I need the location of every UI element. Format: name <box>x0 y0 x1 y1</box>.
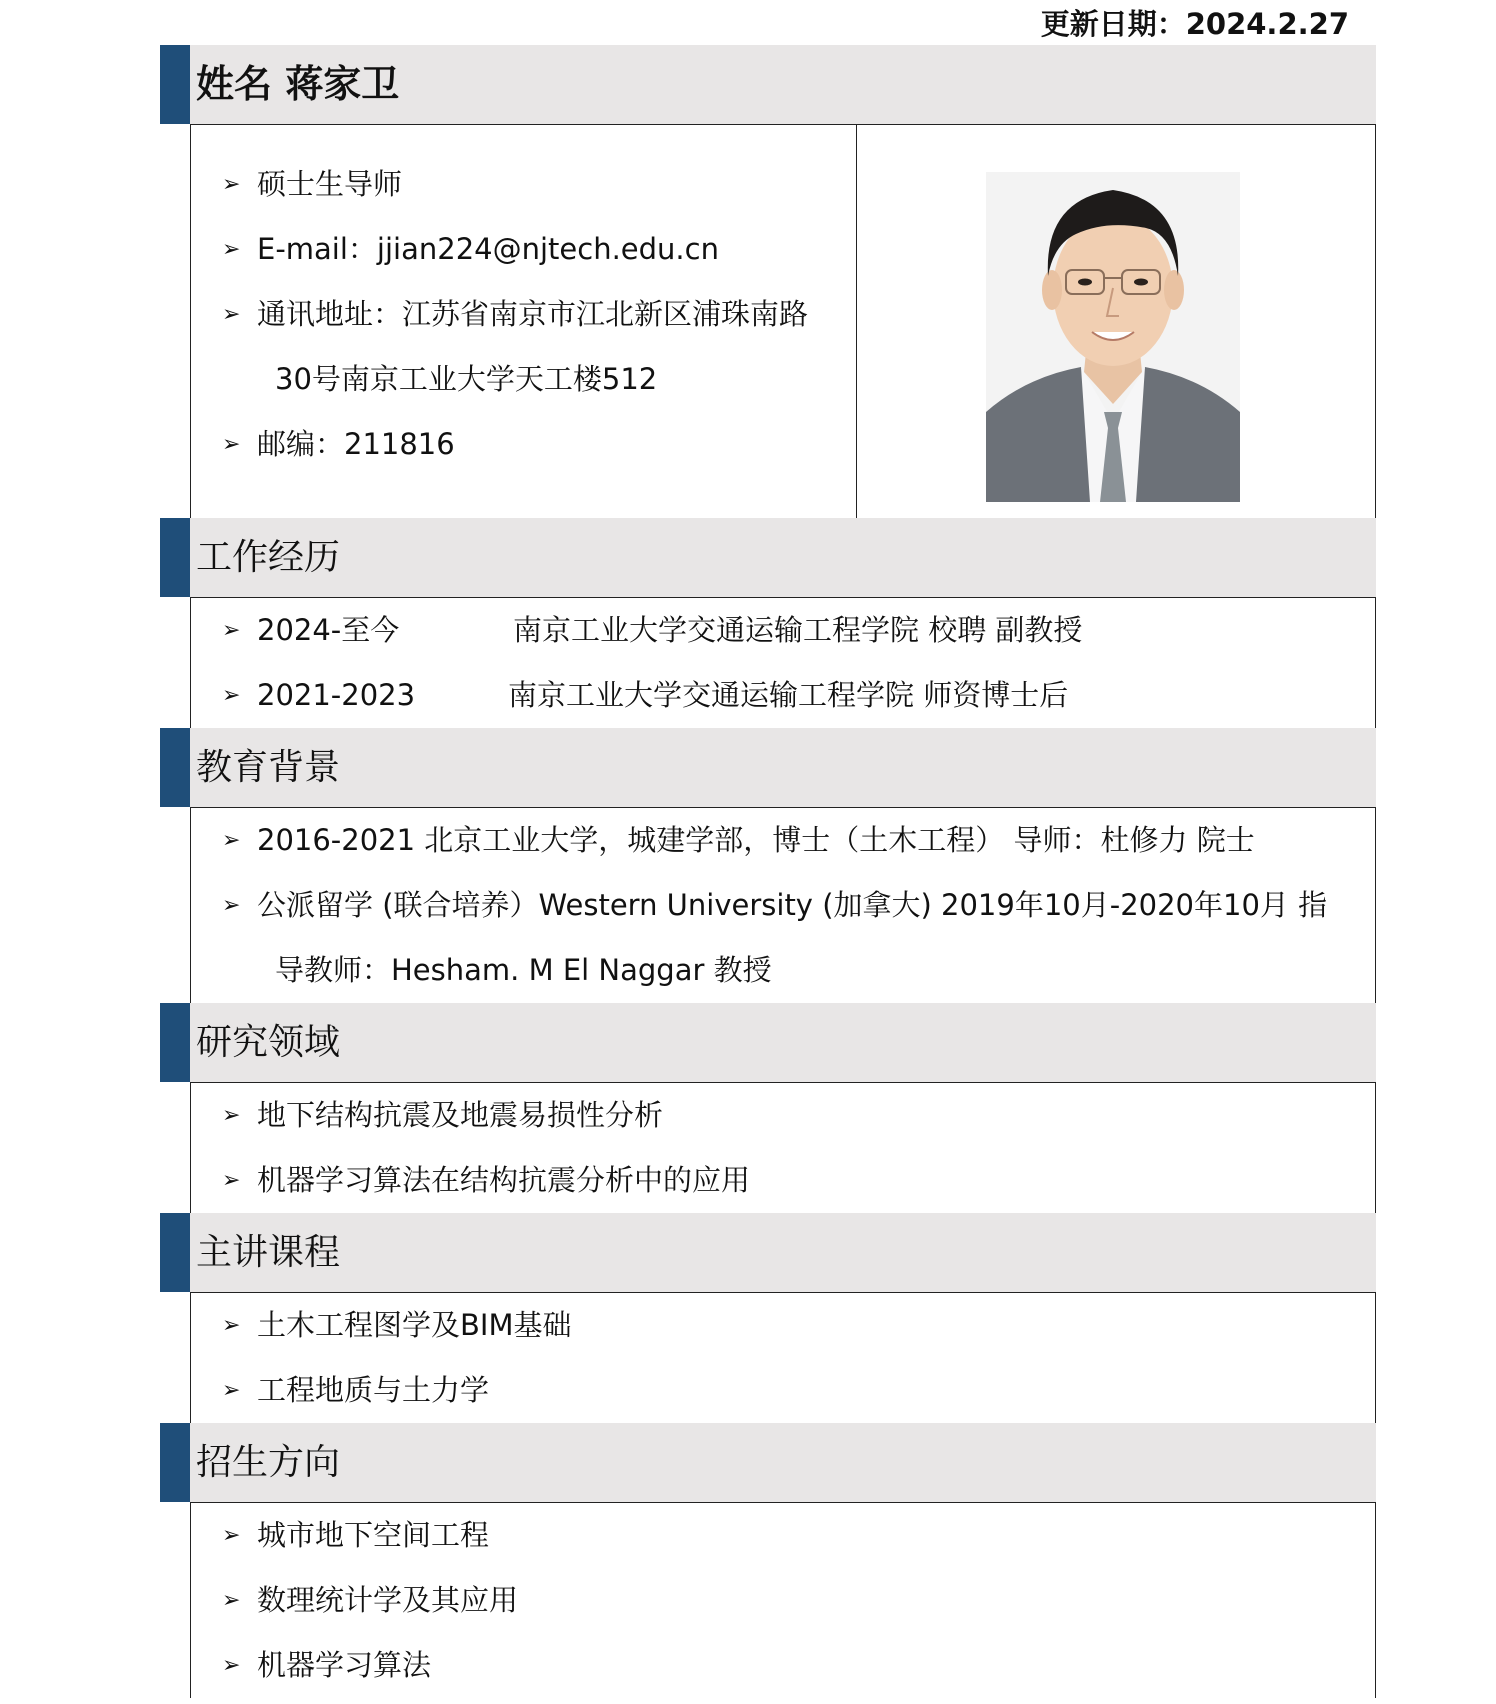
arrow-bullet-icon: ➢ <box>222 172 241 197</box>
section-header-enrollment <box>160 1423 1376 1502</box>
arrow-bullet-icon: ➢ <box>222 618 241 643</box>
list-item <box>191 1503 1375 1568</box>
address-text-cont: 30号南京工业大学天工楼512 <box>275 362 658 396</box>
postcode-text: 邮编：211816 <box>257 427 455 461</box>
arrow-bullet-icon: ➢ <box>222 683 241 708</box>
list-item <box>191 808 1375 873</box>
list-item <box>191 598 1375 663</box>
enrollment-item: 数理统计学及其应用 <box>257 1583 519 1617</box>
research-item: 机器学习算法在结构抗震分析中的应用 <box>257 1163 751 1197</box>
list-item <box>191 1358 1375 1423</box>
list-item <box>191 282 856 347</box>
accent-bar <box>160 518 190 597</box>
arrow-bullet-icon: ➢ <box>222 1523 241 1548</box>
research-section <box>190 1082 1376 1213</box>
arrow-bullet-icon: ➢ <box>222 1588 241 1613</box>
work-description: 南京工业大学交通运输工程学院 校聘 副教授 <box>513 613 1083 647</box>
enrollment-item: 机器学习算法 <box>257 1648 432 1682</box>
section-title: 招生方向 <box>196 1442 341 1483</box>
arrow-bullet-icon: ➢ <box>222 893 241 918</box>
course-item: 土木工程图学及BIM基础 <box>257 1308 572 1342</box>
education-entry-cont: 导教师：Hesham. M El Naggar 教授 <box>275 953 772 987</box>
resume-sheet <box>160 45 1376 1698</box>
section-title: 研究领域 <box>196 1022 341 1063</box>
section-header-work <box>160 518 1376 597</box>
section-title: 主讲课程 <box>196 1232 341 1273</box>
section-header-courses <box>160 1213 1376 1292</box>
arrow-bullet-icon: ➢ <box>222 1168 241 1193</box>
list-item <box>191 347 856 412</box>
arrow-bullet-icon: ➢ <box>222 1653 241 1678</box>
list-item <box>191 1293 1375 1358</box>
research-item: 地下结构抗震及地震易损性分析 <box>257 1098 664 1132</box>
courses-section <box>190 1292 1376 1423</box>
arrow-bullet-icon: ➢ <box>222 1103 241 1128</box>
list-item <box>191 1083 1375 1148</box>
list-item <box>191 1568 1375 1633</box>
list-item <box>191 873 1375 938</box>
list-item <box>191 217 856 282</box>
update-date: 更新日期：2024.2.27 <box>1040 7 1349 41</box>
section-title: 工作经历 <box>196 537 341 578</box>
list-item <box>191 1148 1375 1213</box>
list-item <box>191 412 856 477</box>
accent-bar <box>160 45 190 124</box>
email-text: E-mail：jjian224@njtech.edu.cn <box>257 232 719 266</box>
section-title: 教育背景 <box>196 747 341 788</box>
work-period: 2021-2023 <box>257 678 416 712</box>
course-item: 工程地质与土力学 <box>257 1373 490 1407</box>
arrow-bullet-icon: ➢ <box>222 302 241 327</box>
accent-bar <box>160 1213 190 1292</box>
profile-section <box>190 124 1376 518</box>
page-title: 姓名 蒋家卫 <box>196 62 400 106</box>
list-item <box>191 938 1375 1003</box>
contact-info <box>191 125 857 518</box>
arrow-bullet-icon: ➢ <box>222 1313 241 1338</box>
arrow-bullet-icon: ➢ <box>222 828 241 853</box>
work-period: 2024-至今 <box>257 613 400 647</box>
enrollment-section <box>190 1502 1376 1698</box>
list-item <box>191 1633 1375 1698</box>
education-entry: 公派留学 (联合培养）Western University (加拿大) 2019年10月-2020年10月 指 <box>257 888 1328 922</box>
portrait-photo <box>986 172 1240 502</box>
arrow-bullet-icon: ➢ <box>222 432 241 457</box>
arrow-bullet-icon: ➢ <box>222 237 241 262</box>
work-description: 南京工业大学交通运输工程学院 师资博士后 <box>508 678 1069 712</box>
role-text: 硕士生导师 <box>257 167 403 201</box>
education-entry: 2016-2021 北京工业大学，城建学部，博士（土木工程） 导师：杜修力 院士 <box>257 823 1255 857</box>
address-text: 通讯地址：江苏省南京市江北新区浦珠南路 <box>257 297 809 331</box>
enrollment-item: 城市地下空间工程 <box>257 1518 490 1552</box>
accent-bar <box>160 1003 190 1082</box>
name-header <box>160 45 1376 124</box>
list-item <box>191 663 1375 728</box>
arrow-bullet-icon: ➢ <box>222 1378 241 1403</box>
section-header-research <box>160 1003 1376 1082</box>
list-item <box>191 152 856 217</box>
section-header-education <box>160 728 1376 807</box>
education-section <box>190 807 1376 1003</box>
accent-bar <box>160 728 190 807</box>
accent-bar <box>160 1423 190 1502</box>
work-section <box>190 597 1376 728</box>
